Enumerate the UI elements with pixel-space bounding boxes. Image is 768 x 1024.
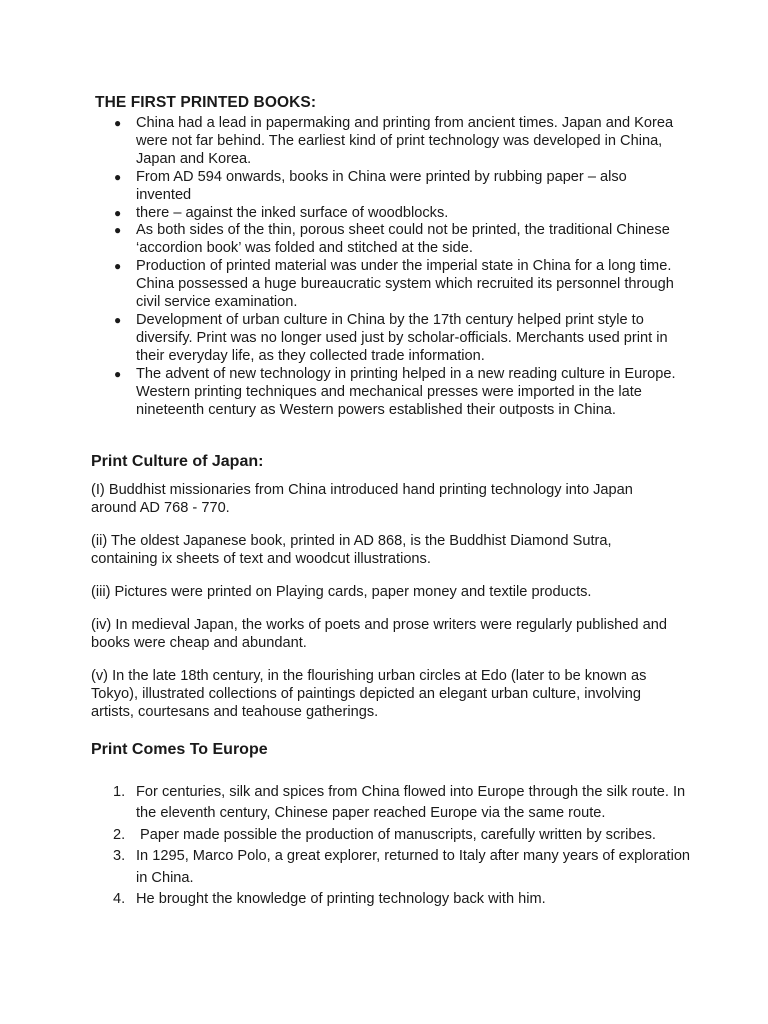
- list-item: [114, 365, 684, 420]
- list-item: [114, 204, 684, 223]
- list-item: [113, 846, 696, 889]
- list-number: 4.: [113, 891, 126, 908]
- list-item: [114, 311, 684, 366]
- list-number: 3.: [113, 848, 126, 865]
- bullet-icon: ●: [114, 223, 122, 238]
- paragraph-japan-1: (I) Buddhist missionaries from China introduced hand printing technology into Japan around AD 768 - 770.: [91, 482, 633, 516]
- heading-first-printed-books: THE FIRST PRINTED BOOKS:: [95, 94, 317, 111]
- bullet-icon: ●: [114, 259, 122, 274]
- numbered-list-europe: [113, 782, 696, 910]
- list-item-text: there – against the inked surface of woodblocks.: [136, 204, 449, 221]
- bullet-icon: ●: [114, 205, 122, 220]
- list-item-text: In 1295, Marco Polo, a great explorer, returned to Italy after many years of exploration in China.: [136, 848, 691, 886]
- list-item: [113, 825, 696, 846]
- list-item-text: The advent of new technology in printing helped in a new reading culture in Europe. Western printing techniques and mechanical presses were imported in the late nineteenth century as Western powers established their outposts in China.: [136, 365, 676, 418]
- paragraph-japan-3: (iii) Pictures were printed on Playing cards, paper money and textile products.: [91, 584, 592, 600]
- list-item-text: Development of urban culture in China by the 17th century helped print style to diversify. Print was no longer used just by scholar-officials. Merchants used print in their everyday life, as they collected trade information.: [136, 311, 668, 364]
- paragraph-japan-4: (iv) In medieval Japan, the works of poets and prose writers were regularly published and books were cheap and abundant.: [91, 617, 667, 651]
- list-item-text: Paper made possible the production of manuscripts, carefully written by scribes.: [136, 826, 656, 843]
- list-item-text: Production of printed material was under the imperial state in China for a long time. China possessed a huge bureaucratic system which recruited its personnel through civil service examination.: [136, 258, 674, 311]
- bullet-icon: ●: [114, 169, 122, 184]
- list-item: [114, 168, 684, 205]
- list-number: 1.: [113, 784, 126, 800]
- paragraph-japan-5: (v) In the late 18th century, in the flourishing urban circles at Edo (later to be known as Tokyo), illustrated collections of paintings depicted an elegant urban culture, involving artists, courtesans and teahouse gatherings.: [91, 668, 647, 720]
- list-number: 2.: [113, 826, 126, 843]
- list-item-text: China had a lead in papermaking and printing from ancient times. Japan and Korea were not far behind. The earliest kind of print technology was developed in China, Japan and Korea.: [136, 115, 674, 167]
- list-item: [113, 782, 696, 825]
- list-item: [114, 258, 684, 312]
- list-item-text: As both sides of the thin, porous sheet could not be printed, the traditional Chinese ‘accordion book’ was folded and stitched at the side.: [136, 222, 670, 257]
- bullet-icon: ●: [114, 366, 122, 381]
- heading-print-culture-japan: Print Culture of Japan:: [91, 453, 264, 470]
- bullet-list-first-printed-books: [114, 115, 684, 419]
- bullet-icon: ●: [114, 312, 122, 327]
- bullet-icon: ●: [114, 116, 122, 130]
- list-item-text: He brought the knowledge of printing technology back with him.: [136, 891, 546, 908]
- list-item-text: From AD 594 onwards, books in China were printed by rubbing paper – also invented: [136, 168, 627, 203]
- paragraph-japan-2: (ii) The oldest Japanese book, printed in AD 868, is the Buddhist Diamond Sutra, containing ix sheets of text and woodcut illustrations.: [91, 533, 612, 567]
- list-item: [113, 889, 696, 910]
- list-item: [114, 115, 684, 169]
- heading-print-comes-to-europe: Print Comes To Europe: [91, 741, 268, 758]
- list-item-text: For centuries, silk and spices from China flowed into Europe through the silk route. In the eleventh century, Chinese paper reached Europe via the same route.: [136, 784, 686, 822]
- list-item: [114, 222, 684, 258]
